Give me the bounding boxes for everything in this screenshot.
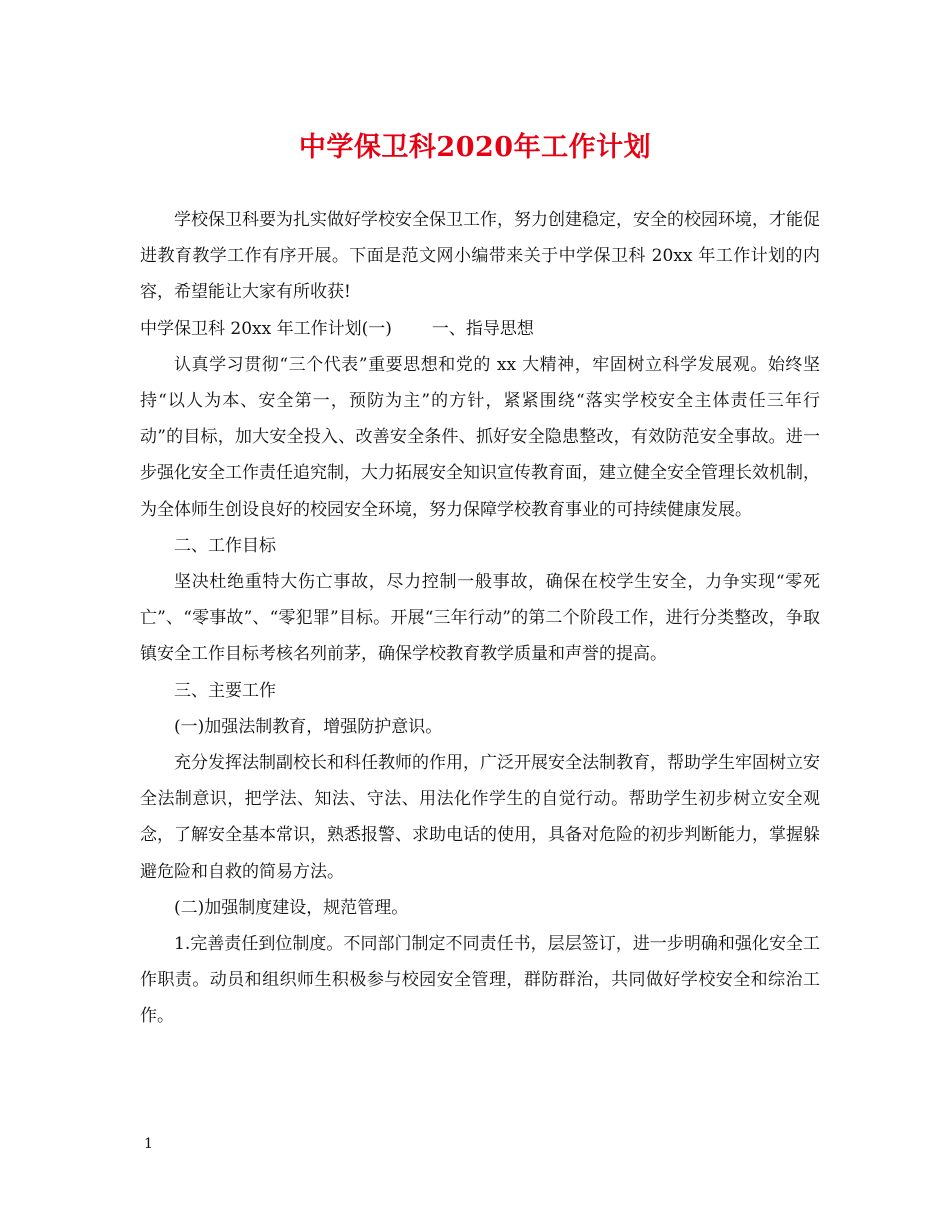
document-body (140, 202, 820, 1035)
section-heading-goals: 二、工作目标 (174, 535, 276, 556)
section-heading-main-work: 三、主要工作 (174, 680, 276, 701)
subsection-heading-system-building: (二)加强制度建设，规范管理。 (174, 897, 409, 918)
plan-subtitle: 中学保卫科 20xx 年工作计划(一) (140, 318, 392, 339)
goals-paragraph: 坚决杜绝重特大伤亡事故，尽力控制一般事故，确保在校学生安全，力争实现“零死亡”、“零事故”、“零犯罪”目标。开展“三年行动”的第二个阶段工作，进行分类整改，争取镇安全工作目标考核名列前茅，确保学校教育教学质量和声誉的提高。 (140, 572, 820, 665)
subsection-heading-legal-education: (一)加强法制教育，增强防护意识。 (174, 716, 443, 737)
document-title: 中学保卫科2020年工作计划 (298, 132, 652, 163)
intro-paragraph: 学校保卫科要为扎实做好学校安全保卫工作，努力创建稳定，安全的校园环境，才能促进教育教学工作有序开展。下面是范文网小编带来关于中学保卫科 20xx 年工作计划的内容，希望能让大家有所收获! (140, 210, 820, 303)
section-heading-guiding-ideas: 一、指导思想 (431, 318, 534, 339)
section-heading-line (140, 311, 820, 347)
page-number: 1 (144, 1136, 153, 1152)
guiding-ideas-paragraph: 认真学习贯彻“三个代表”重要思想和党的 xx 大精神，牢固树立科学发展观。始终坚持“以人为本、安全第一，预防为主”的方针，紧紧围绕“落实学校安全主体责任三年行动”的目标，加大安全投入、改善安全条件、抓好安全隐患整改，有效防范安全事故。进一步强化安全工作责任追究制，大力拓展安全知识宣传教育面，建立健全安全管理长效机制，为全体师生创设良好的校园安全环境，努力保障学校教育事业的可持续健康发展。 (140, 354, 820, 520)
responsibility-system-paragraph: 1.完善责任到位制度。不同部门制定不同责任书，层层签订，进一步明确和强化安全工作职责。动员和组织师生积极参与校园安全管理，群防群治，共同做好学校安全和综治工作。 (140, 934, 820, 1027)
legal-education-paragraph: 充分发挥法制副校长和科任教师的作用，广泛开展安全法制教育，帮助学生牢固树立安全法制意识，把学法、知法、守法、用法化作学生的自觉行动。帮助学生初步树立安全观念，了解安全基本常识，熟悉报警、求助电话的使用，具备对危险的初步判断能力，掌握躲避危险和自救的简易方法。 (140, 753, 820, 882)
